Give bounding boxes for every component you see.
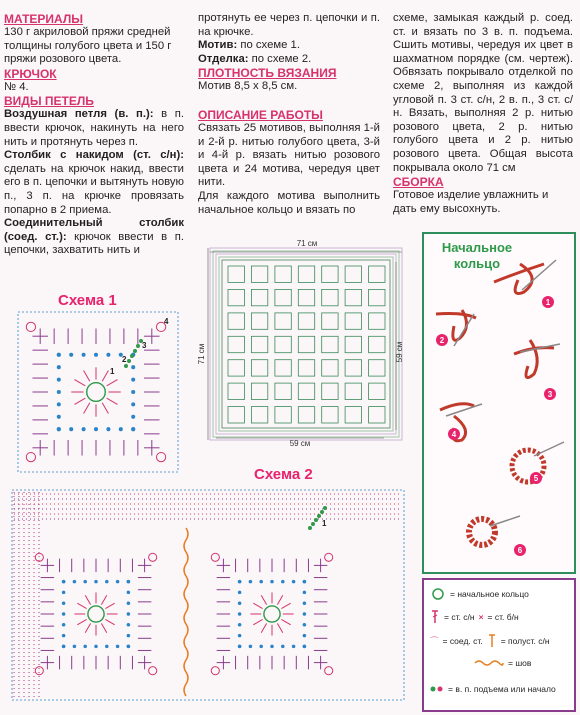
motif-square <box>228 360 244 376</box>
motif-square <box>322 289 338 305</box>
chain-stitch <box>303 591 307 595</box>
outline <box>12 490 404 700</box>
chain-stitch <box>73 580 77 584</box>
chain-stitch <box>127 591 131 595</box>
legend-chain-label: = в. п. подъема или начало <box>448 684 556 694</box>
start-ring <box>264 606 280 622</box>
dc-stitch <box>84 371 90 382</box>
dc-stitch <box>105 619 114 624</box>
chain-stitch <box>238 591 242 595</box>
materials-text: 130 г акриловой пряжи средней толщины голубого цвета и 150 г пряжи розового цвета. <box>4 26 172 66</box>
chain-stitch <box>281 580 285 584</box>
chain-stitch <box>270 580 274 584</box>
chain-stitch <box>259 645 263 649</box>
legend-ring-label: = начальное кольцо <box>450 589 529 599</box>
start-ring <box>88 606 104 622</box>
chain-symbol-icon <box>430 685 444 693</box>
chain-stitch <box>57 353 61 357</box>
rising-chain <box>130 354 134 358</box>
ring-symbol-icon <box>430 588 446 600</box>
hdc-symbol-icon <box>487 634 497 648</box>
density-heading: ПЛОТНОСТЬ ВЯЗАНИЯ <box>198 66 337 81</box>
density-text: Мотив 8,5 х 8,5 см. <box>198 80 298 93</box>
legend-seam-label: = шов <box>508 658 532 668</box>
chain-stitch <box>116 580 120 584</box>
chain-stitch <box>303 623 307 627</box>
motif-square <box>228 266 244 282</box>
chain-stitch <box>57 415 61 419</box>
dc-stitch <box>102 371 108 382</box>
start-ring <box>87 383 106 402</box>
right-dim-label: 59 см <box>395 341 404 363</box>
legend-hdc-label: = полуст. с/н <box>500 636 550 646</box>
corner-arc <box>149 553 157 561</box>
chain-stitch <box>131 415 135 419</box>
dc-stitch <box>102 403 108 414</box>
chain-stitch <box>292 580 296 584</box>
sc-symbol-icon: × <box>478 612 484 622</box>
chain-stitch <box>131 378 135 382</box>
schema-1-title: Схема 1 <box>58 292 117 309</box>
motif-square <box>228 289 244 305</box>
motif-square <box>322 266 338 282</box>
motif-square <box>251 360 267 376</box>
chain-stitch <box>127 612 131 616</box>
dc-stitch <box>105 603 114 608</box>
motif-square <box>228 407 244 423</box>
chain-stitch <box>303 580 307 584</box>
hook-heading: КРЮЧОК <box>4 66 57 81</box>
dc-stitch <box>75 398 86 404</box>
border-line <box>213 251 399 437</box>
chain-stitch <box>83 580 87 584</box>
rising-chain <box>308 526 312 530</box>
assembly-heading: СБОРКА <box>393 175 444 190</box>
dc-stitch <box>75 380 86 386</box>
chain-stitch <box>94 427 98 431</box>
chain-stitch <box>238 601 242 605</box>
schema-2-diagram <box>10 488 414 710</box>
chain-stitch <box>292 645 296 649</box>
border-line <box>210 248 402 440</box>
chain-stitch <box>105 580 109 584</box>
motif-paragraph <box>198 39 380 53</box>
motif-square <box>322 360 338 376</box>
legend-panel <box>422 578 576 712</box>
dc-stitch <box>281 603 290 608</box>
chain-stitch <box>127 634 131 638</box>
column-1 <box>4 12 184 258</box>
chain-stitch <box>62 645 66 649</box>
corner-arc <box>156 452 165 461</box>
seam-line <box>184 528 188 696</box>
dc-stitch <box>77 603 86 608</box>
step-number: 5 <box>533 474 539 483</box>
dc-stitch <box>101 595 106 604</box>
hook-text: № 4. <box>4 80 29 93</box>
chain-stitch <box>73 645 77 649</box>
chain-stitch <box>62 591 66 595</box>
column-2 <box>198 12 380 217</box>
slip-text: крючок ввести в п. цепочки, захватить нить и <box>4 230 184 257</box>
schema-1-row-3: 3 <box>142 341 147 350</box>
chain-stitch <box>127 645 131 649</box>
legend-seam <box>474 658 531 668</box>
chain-stitch <box>270 645 274 649</box>
motif-square <box>298 336 314 352</box>
dc-stitch <box>281 619 290 624</box>
motif-square <box>322 407 338 423</box>
slip-paragraph <box>4 217 184 258</box>
ring-title-2: кольцо <box>453 256 501 271</box>
dc-stitch <box>101 623 106 632</box>
chain-stitch <box>62 612 66 616</box>
air-loop-term: Воздушная петля (в. п.): <box>4 108 154 121</box>
slip-symbol-icon: ⌒ <box>430 636 439 646</box>
chain-stitch <box>238 580 242 584</box>
rising-chain <box>320 510 324 514</box>
step-number: 4 <box>451 430 457 439</box>
chain-stitch <box>127 623 131 627</box>
motif-term: Мотив: <box>198 39 238 52</box>
step-number: 2 <box>439 336 445 345</box>
rising-chain <box>311 522 315 526</box>
legend-chain <box>430 684 556 694</box>
legend-ring <box>430 588 529 600</box>
finish-term: Отделка: <box>198 52 249 65</box>
chain-stitch <box>238 623 242 627</box>
chain-stitch <box>303 645 307 649</box>
chain-stitch <box>106 353 110 357</box>
chain-stitch <box>82 353 86 357</box>
chain-stitch <box>281 645 285 649</box>
corner-arc <box>325 667 333 675</box>
chain-stitch <box>83 645 87 649</box>
corner-arc <box>26 322 35 331</box>
legend-dc-label: = ст. с/н <box>444 612 475 622</box>
corner-arc <box>26 452 35 461</box>
chain-stitch <box>119 427 123 431</box>
motif-square <box>275 289 291 305</box>
step-number: 6 <box>517 546 523 555</box>
chain-stitch <box>238 634 242 638</box>
motif-square <box>369 336 385 352</box>
work-text-2: Для каждого мотива выполнить начальное кольцо и вязать по <box>198 189 380 216</box>
motif-square <box>322 336 338 352</box>
dc-stitch <box>277 595 282 604</box>
chain-stitch <box>303 612 307 616</box>
corner-arc <box>149 667 157 675</box>
motif-square <box>345 360 361 376</box>
motif-square <box>228 313 244 329</box>
chain-stitch <box>62 580 66 584</box>
chain-stitch <box>62 601 66 605</box>
dc-stitch <box>85 595 90 604</box>
dc-paragraph <box>4 149 184 217</box>
air-loop-text: в п. ввести крючок, накинуть на него нить и протянуть через п. <box>4 108 184 148</box>
chain-stitch <box>303 634 307 638</box>
chain-stitch <box>57 402 61 406</box>
ring-title-1: Начальное <box>441 240 513 255</box>
motif-square <box>275 313 291 329</box>
motif-square <box>298 383 314 399</box>
corner-arc <box>35 667 43 675</box>
materials-heading: МАТЕРИАЛЫ <box>4 12 84 26</box>
chain-stitch <box>131 427 135 431</box>
dc-stitch <box>253 619 262 624</box>
schema-1-diagram <box>14 308 184 478</box>
motif-square <box>298 266 314 282</box>
motif-square <box>298 313 314 329</box>
finish-text: по схеме 2. <box>248 52 312 65</box>
motif-square <box>228 383 244 399</box>
motif-square <box>345 289 361 305</box>
top-dim-label: 71 см <box>296 239 318 248</box>
motif-square <box>369 383 385 399</box>
motif-square <box>251 266 267 282</box>
chain-stitch <box>259 580 263 584</box>
finish-paragraph <box>198 53 380 67</box>
col2-continuation: протянуть ее через п. цепочки и п. на крючке. <box>198 12 380 38</box>
chain-stitch <box>116 645 120 649</box>
chain-stitch <box>57 427 61 431</box>
chain-stitch <box>62 634 66 638</box>
seam-symbol-icon <box>474 658 504 668</box>
dc-stitch <box>77 619 86 624</box>
dc-stitch <box>253 603 262 608</box>
motif-square <box>251 313 267 329</box>
blanket-drawing <box>196 234 418 460</box>
rising-chain <box>133 349 137 353</box>
chain-stitch <box>69 353 73 357</box>
motif-square <box>322 383 338 399</box>
motif-square <box>345 407 361 423</box>
chain-stitch <box>131 402 135 406</box>
chain-stitch <box>249 645 253 649</box>
legend-dc <box>430 610 519 624</box>
rising-chain <box>127 359 131 363</box>
chain-stitch <box>69 427 73 431</box>
motif-square <box>228 336 244 352</box>
legend-slip <box>430 634 550 648</box>
motif-square <box>345 266 361 282</box>
border-line <box>219 257 393 431</box>
motif-square <box>369 407 385 423</box>
dc-stitch <box>107 380 118 386</box>
motif-square <box>298 289 314 305</box>
rising-chain <box>317 514 321 518</box>
left-dim-label: 71 см <box>197 343 206 365</box>
motif-square <box>369 313 385 329</box>
corner-arc <box>325 553 333 561</box>
legend-slip-label: = соед. ст. <box>442 636 483 646</box>
dc-stitch <box>261 623 266 632</box>
loops-heading: ВИДЫ ПЕТЕЛЬ <box>4 94 94 109</box>
motif-square <box>322 313 338 329</box>
work-text: Связать 25 мотивов, выполняя 1-й и 2-й р. нитью голубого цвета, 3-й и 4-й р. вязать нитью розового цвета и 24 мотива, чередуя цвет нити. <box>198 121 380 189</box>
motif-square <box>369 266 385 282</box>
motif-square <box>275 266 291 282</box>
dc-stitch <box>277 623 282 632</box>
chain-stitch <box>238 645 242 649</box>
chain-stitch <box>94 645 98 649</box>
schema-1-row-2: 2 <box>122 355 127 364</box>
chain-stitch <box>249 580 253 584</box>
starting-ring-panel <box>422 232 576 574</box>
chain-stitch <box>57 390 61 394</box>
corner-arc <box>211 667 219 675</box>
motif-square <box>298 407 314 423</box>
bottom-dim-label: 59 см <box>289 439 311 448</box>
motif-square <box>345 383 361 399</box>
schema-1-row-1: 1 <box>110 367 115 376</box>
motif-square <box>345 336 361 352</box>
dc-symbol-icon <box>430 610 440 624</box>
rising-chain <box>314 518 318 522</box>
chain-stitch <box>131 365 135 369</box>
step-number: 3 <box>547 390 553 399</box>
chain-stitch <box>62 623 66 627</box>
rising-chain <box>136 344 140 348</box>
motif-square <box>251 289 267 305</box>
air-loop-paragraph <box>4 108 184 149</box>
rising-chain <box>323 506 327 510</box>
motif-square <box>369 289 385 305</box>
chain-stitch <box>105 645 109 649</box>
dc-stitch <box>261 595 266 604</box>
dc-stitch <box>84 403 90 414</box>
dc-text: сделать на крючок накид, ввести его в п. цепочки и вытянуть новую п., 3 п. на крючке провязать попарно в 2 приема. <box>4 162 184 216</box>
work-heading: ОПИСАНИЕ РАБОТЫ <box>198 107 323 122</box>
chain-stitch <box>94 580 98 584</box>
chain-stitch <box>127 580 131 584</box>
dc-stitch <box>107 398 118 404</box>
motif-square <box>251 336 267 352</box>
chain-stitch <box>303 601 307 605</box>
motif-square <box>251 383 267 399</box>
schema-1-row-4: 4 <box>164 317 169 326</box>
chain-stitch <box>57 365 61 369</box>
motif-square <box>369 360 385 376</box>
legend-sc-label: = ст. б/н <box>487 612 519 622</box>
motif-square <box>251 407 267 423</box>
assembly-text: Готовое изделие увлажнить и дать ему высохнуть. <box>393 189 549 215</box>
motif-text: по схеме 1. <box>237 39 300 52</box>
chain-stitch <box>238 612 242 616</box>
slip-term: Соединительный столбик (соед. ст.): <box>4 217 184 243</box>
motif-square <box>275 383 291 399</box>
dc-stitch <box>85 623 90 632</box>
motif-square <box>275 407 291 423</box>
rising-chain <box>124 364 128 368</box>
schema-2-title: Схема 2 <box>254 466 313 483</box>
corner-arc <box>211 553 219 561</box>
chain-stitch <box>127 601 131 605</box>
chain-stitch <box>106 427 110 431</box>
schema-2-row-1: 1 <box>322 519 327 528</box>
inner-border <box>222 260 390 428</box>
chain-stitch <box>94 353 98 357</box>
motif-square <box>275 360 291 376</box>
motif-square <box>345 313 361 329</box>
column-3 <box>393 12 573 216</box>
col3-continuation: схеме, замыкая каждый р. соед. ст. и вязать по 3 в. п. подъема. Сшить мотивы, чередуя их цвет в шахматном порядке (см. чертеж). Обвязать покрывало отделкой по схеме 2, выполняя из каждой угловой п. 3 ст. с/н, 2 в. п., 3 ст. с/н. Вязать, выполняя 2 р. нитью розового цвета, 2 р. нитью голубого цвета и 2 р. нитью розового цвета. Общая высота покрывала около 71 см <box>393 12 573 174</box>
step-number: 1 <box>545 298 551 307</box>
chain-stitch <box>57 378 61 382</box>
dc-term: Столбик с накидом (ст. с/н): <box>4 149 184 162</box>
motif-square <box>298 360 314 376</box>
motif-square <box>275 336 291 352</box>
chain-stitch <box>82 427 86 431</box>
chain-stitch <box>131 390 135 394</box>
ring-steps-illustration <box>424 234 574 572</box>
